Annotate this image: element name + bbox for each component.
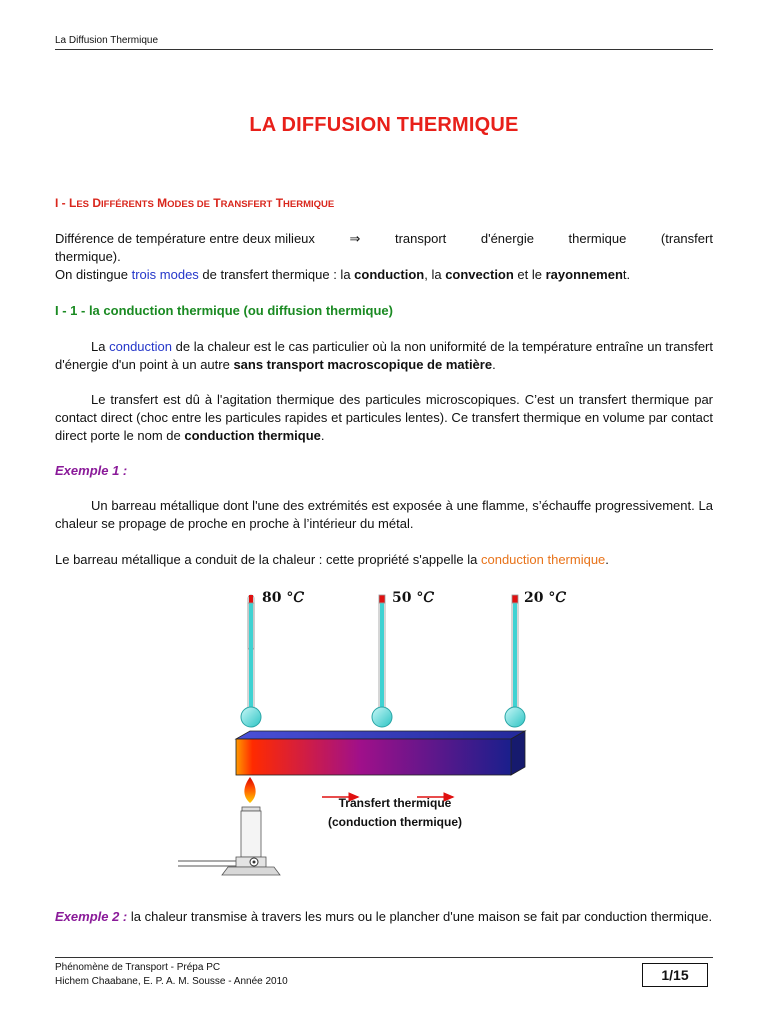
temp-label-cold: 20 °𝐶 xyxy=(524,590,567,606)
temp-label-hot: 80 °𝐶 xyxy=(262,590,305,606)
intro-line3-c: , la xyxy=(424,267,446,282)
thermometer-cold xyxy=(505,595,525,727)
term-conduction-blue: conduction xyxy=(109,339,172,354)
intro-text-b: transport xyxy=(394,231,447,246)
sc-rest: HERMIQUE xyxy=(283,199,335,210)
p1-a: La xyxy=(91,339,110,354)
trois-modes: trois modes xyxy=(131,267,199,282)
bunsen-burner xyxy=(178,777,280,875)
ex1-line2-b: . xyxy=(605,552,609,567)
p1-c: . xyxy=(492,357,496,372)
sc-letter: T xyxy=(275,196,284,210)
exemple-2-label: Exemple 2 : xyxy=(55,909,128,924)
figure-caption-2: (conduction thermique) xyxy=(328,815,462,829)
footer-author: Hichem Chaabane, E. P. A. M. Sousse - Année 2010 xyxy=(55,976,288,987)
intro-text-c: d'énergie xyxy=(480,231,534,246)
footer-course: Phénomène de Transport - Prépa PC xyxy=(55,962,221,973)
exemple-1-label: Exemple 1 : xyxy=(55,463,128,478)
intro-line3-d: et le xyxy=(513,267,546,282)
sc-letter: T xyxy=(213,196,221,210)
page-number: 1/15 xyxy=(642,963,708,987)
sc-rest: ES xyxy=(76,199,90,210)
sc-letter: M xyxy=(157,196,168,210)
section-heading-1-1: I - 1 - la conduction thermique (ou diffusion thermique) xyxy=(55,303,393,318)
intro-line-2: thermique). xyxy=(55,249,121,264)
sc-letter: L xyxy=(69,196,77,210)
term-conduction: conduction xyxy=(354,267,425,282)
sc-rest: IFFÉRENTS xyxy=(101,199,154,210)
conduction-figure xyxy=(170,585,590,885)
p1-bold: sans transport macroscopique de matière xyxy=(233,357,493,372)
thermometer-mid xyxy=(372,595,392,727)
figure-caption-1: Transfert thermique xyxy=(338,796,452,810)
intro-line-1 xyxy=(55,230,713,248)
exemple-2-text: la chaleur transmise à travers les murs ou le plancher d'une maison se fait par conduction thermique. xyxy=(127,909,713,924)
intro-line3-e: t. xyxy=(622,267,631,282)
intro-line3-a: On distingue xyxy=(55,267,132,282)
thermometer-hot xyxy=(241,595,261,727)
intro-line-3 xyxy=(55,266,713,284)
exemple-1-body: Un barreau métallique dont l'une des extrémités est exposée à une flamme, s’échauffe progressivement. La chaleur se propage de proche en proche à l’intérieur du métal. xyxy=(55,498,713,531)
intro-text-a: Différence de température entre deux milieux xyxy=(55,231,315,246)
sc-letter: D xyxy=(92,196,102,210)
sc-rest: RANSFERT xyxy=(220,199,273,210)
intro-line3-b: de transfert thermique : la xyxy=(198,267,355,282)
p2-a: Le transfert est dû à l'agitation thermique des particules microscopiques. C’est un transfert thermique par contact direct (choc entre les particules rapides et particules lentes). Ce transfert thermique en volume par contact direct porte le nom de xyxy=(55,392,713,443)
term-conduction-thermique: conduction thermique xyxy=(480,552,606,567)
exemple-2 xyxy=(55,908,713,926)
term-rayonnement: rayonnemen xyxy=(545,267,623,282)
intro-text-e: (transfert xyxy=(660,231,713,246)
document-title: LA DIFFUSION THERMIQUE xyxy=(249,114,519,136)
paragraph-conduction-def xyxy=(55,338,713,374)
section-heading-1 xyxy=(55,196,334,210)
p2-b: . xyxy=(320,428,325,443)
header-divider xyxy=(55,49,713,50)
exemple-1-text xyxy=(55,497,713,533)
ex1-line2-a: Le barreau métallique a conduit de la chaleur : cette propriété s'appelle la xyxy=(55,552,481,567)
running-header: La Diffusion Thermique xyxy=(55,35,159,46)
section-heading-prefix: I - xyxy=(55,196,69,210)
intro-paragraph xyxy=(55,230,713,284)
p1-b: de la chaleur est le cas particulier où la non uniformité de la température entraîne un transfert d'énergie d'un point à un autre xyxy=(55,339,713,372)
exemple-1-conclusion xyxy=(55,551,713,569)
intro-text-d: thermique xyxy=(568,231,627,246)
metal-bar xyxy=(236,731,525,775)
p2-bold: conduction thermique xyxy=(184,428,321,443)
conduction-diagram xyxy=(170,585,590,885)
footer-divider xyxy=(55,957,713,958)
implies-arrow: ⇒ xyxy=(349,231,361,246)
sc-rest: ODES DE xyxy=(167,199,210,210)
term-convection: convection xyxy=(445,267,514,282)
paragraph-agitation xyxy=(55,391,713,445)
temp-label-mid: 50 °𝐶 xyxy=(392,590,435,606)
